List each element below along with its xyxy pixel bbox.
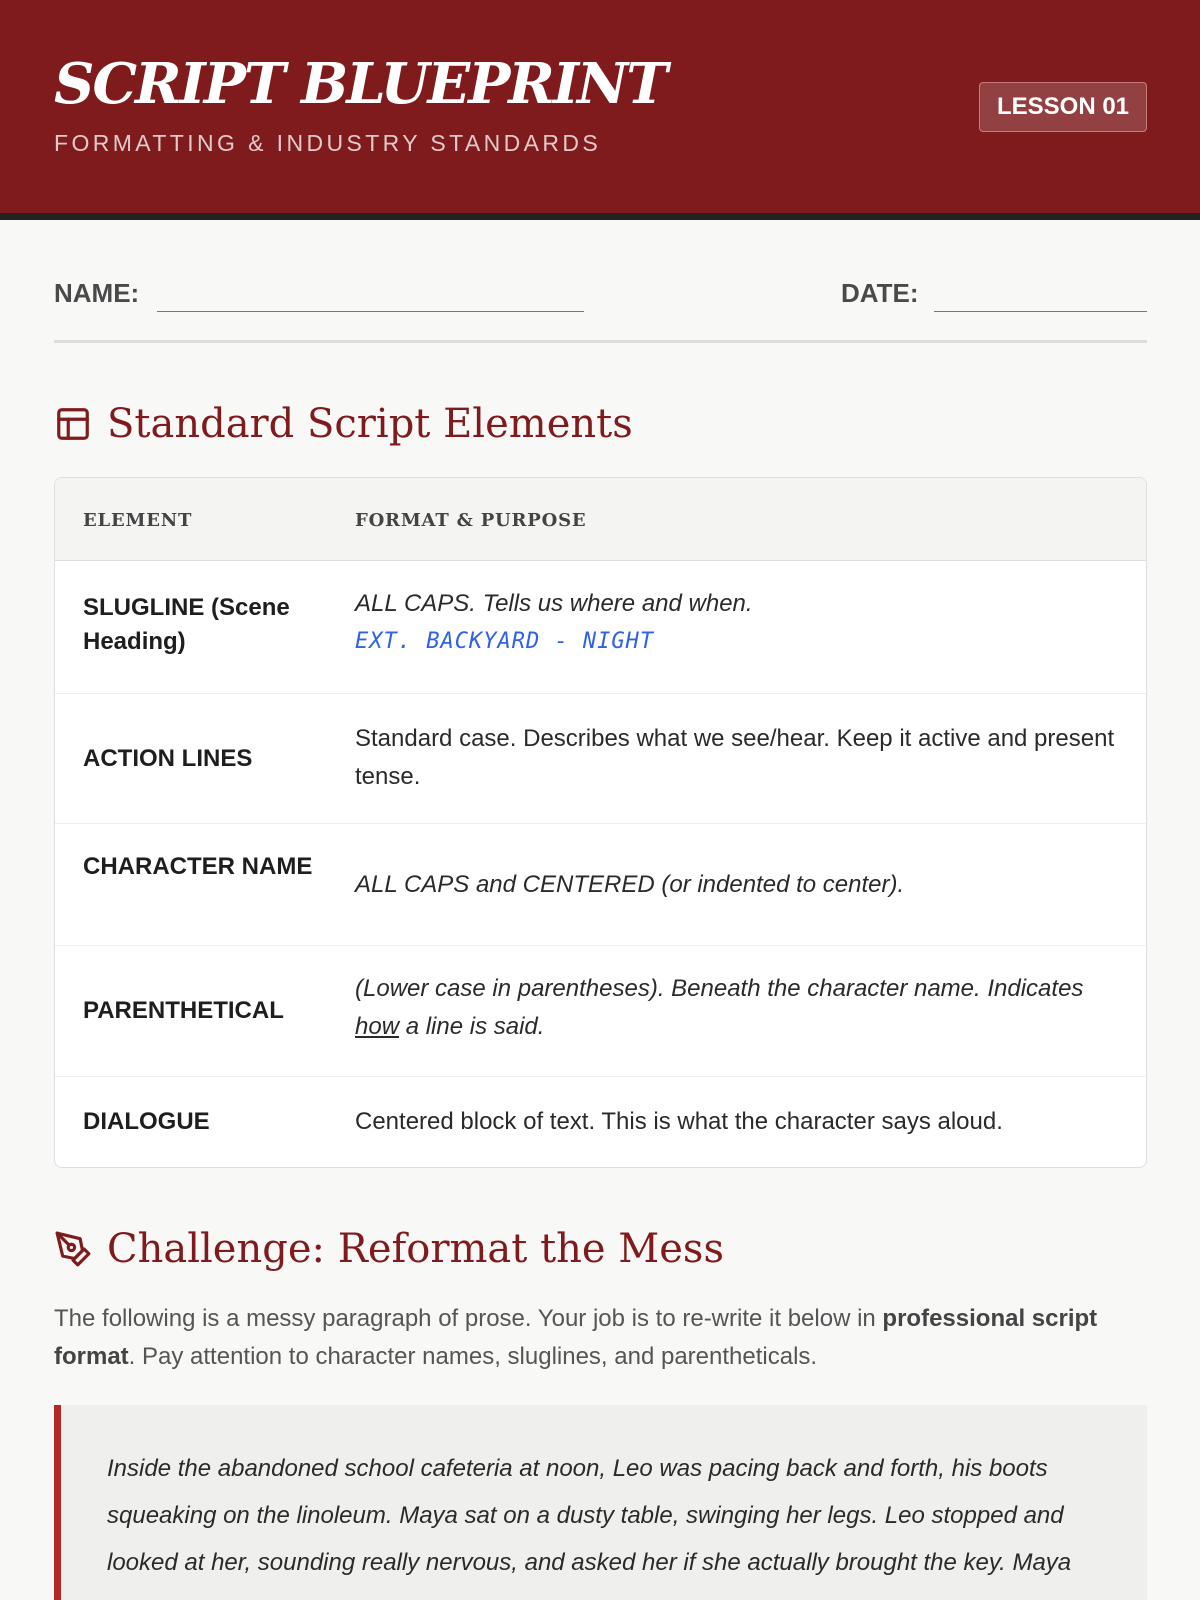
prose-text: Inside the abandoned school cafeteria at noon, Leo was pacing back and forth, his boots squeaking on the linoleum. Maya sat on a dusty table, swinging her legs. Leo stopped and looked at her, sounding really nervous, and asked her if she actually brought the key. Maya (107, 1455, 1072, 1576)
format-cell: ALL CAPS and CENTERED (or indented to center). (355, 871, 905, 898)
format-cell (355, 970, 1125, 1046)
section-divider (54, 340, 1147, 343)
format-cell: Centered block of text. This is what the character says aloud. (355, 1108, 1003, 1135)
table-row (55, 824, 1146, 946)
column-header-element: ELEMENT (83, 510, 193, 531)
intro-bold: professional script format (54, 1305, 1098, 1370)
element-cell: CHARACTER NAME (83, 853, 313, 880)
pen-tool-icon (54, 1230, 92, 1268)
name-field[interactable] (157, 311, 584, 312)
slugline-example: EXT. BACKYARD - NIGHT (355, 629, 655, 654)
table-row (55, 1077, 1146, 1167)
element-cell: ACTION LINES (83, 745, 253, 772)
page-header (0, 0, 1200, 220)
prose-quote (54, 1405, 1147, 1600)
name-label: NAME: (54, 278, 140, 308)
elements-section-title: Standard Script Elements (107, 401, 633, 447)
format-cell: Standard case. Describes what we see/hear. Keep it active and present tense. (355, 725, 1115, 790)
date-field[interactable] (934, 311, 1147, 312)
table-row (55, 694, 1146, 824)
table-row (55, 946, 1146, 1077)
table-row (55, 561, 1146, 694)
brand-subtitle: FORMATTING & INDUSTRY STANDARDS (54, 130, 602, 156)
lesson-badge: LESSON 01 (979, 82, 1147, 132)
challenge-instructions (54, 1300, 1147, 1376)
format-text: ALL CAPS. Tells us where and when. (355, 590, 753, 617)
layout-icon (54, 405, 92, 443)
intro-text-end: . Pay attention to character names, sluglines, and parentheticals. (128, 1343, 818, 1370)
format-text: (Lower case in parentheses). Beneath the character name. Indicates (355, 975, 1084, 1002)
date-label: DATE: (841, 278, 919, 308)
intro-text: The following is a messy paragraph of prose. Your job is to re-write it below in (54, 1305, 883, 1332)
element-cell: PARENTHETICAL (83, 997, 284, 1024)
column-header-format: FORMAT & PURPOSE (355, 510, 587, 531)
table-header (55, 478, 1146, 561)
element-cell: DIALOGUE (83, 1108, 210, 1135)
format-text: a line is said. (399, 1013, 545, 1040)
challenge-section-title: Challenge: Reformat the Mess (107, 1226, 724, 1272)
brand-title: SCRIPT BLUEPRINT (54, 51, 666, 117)
elements-table (54, 477, 1147, 1168)
format-cell (355, 585, 1125, 661)
format-emphasis: how (355, 1013, 400, 1040)
element-cell: SLUGLINE (Scene Heading) (83, 594, 290, 655)
